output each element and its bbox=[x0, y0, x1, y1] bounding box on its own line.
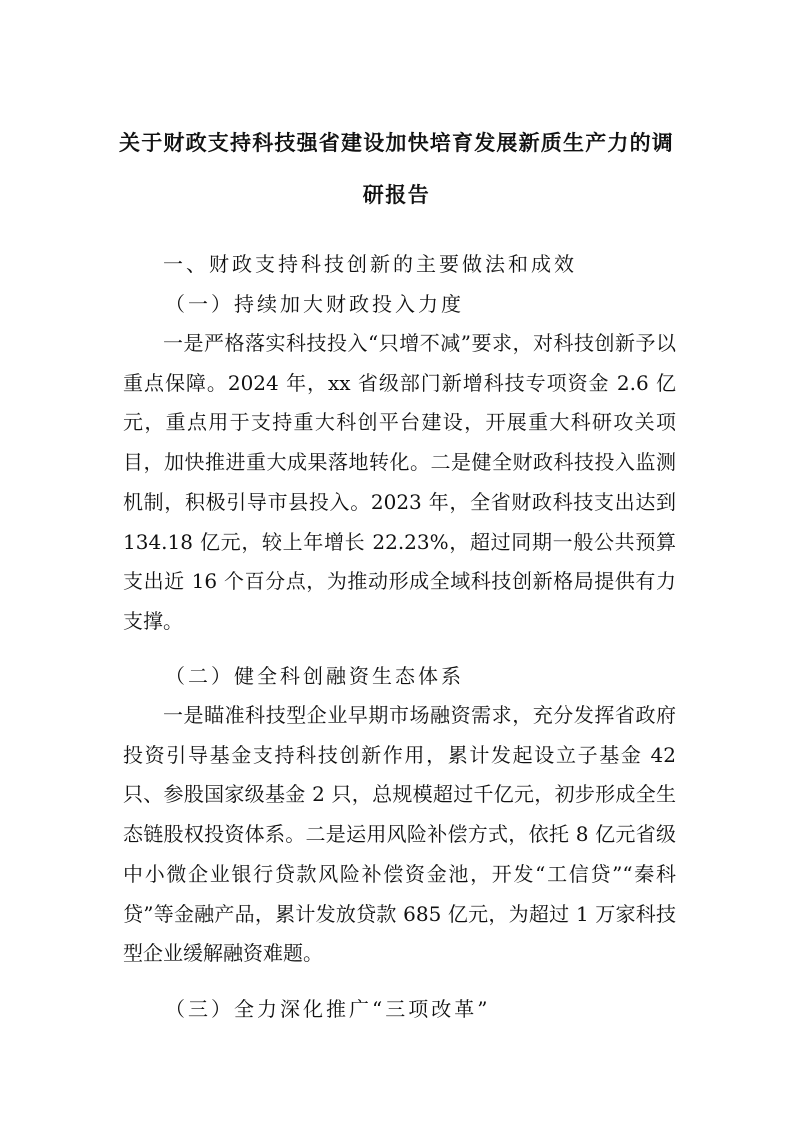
subsection-heading-1: （一）持续加大财政投入力度 bbox=[165, 292, 464, 316]
document-title-line-1: 关于财政支持科技强省建设加快培育发展新质生产力的调 bbox=[119, 130, 674, 155]
subsection-2-paragraph: 一是瞄准科技型企业早期市场融资需求，充分发挥省政府投资引导基金支持科技创新作用，累计发起设立子基金 42 只、参股国家级基金 2 只，总规模超过千亿元，初步形成全生态链股权投资体系。二是运用风险补偿方式，依托 8 亿元省级中小微企业银行贷款风险补偿资金池，开发“工信贷”“秦科贷”等金融产品，累计发放贷款 685 亿元，为超过 1 万家科技型企业缓解融资难题。 bbox=[123, 703, 676, 966]
section-heading-1: 一、财政支持科技创新的主要做法和成效 bbox=[163, 252, 577, 276]
subsection-1-paragraph: 一是严格落实科技投入“只增不减”要求，对科技创新予以重点保障。2024 年，xx 省级部门新增科技专项资金 2.6 亿元，重点用于支持重大科创平台建设，开展重大科研攻关项目，加快推进重大成果落地转化。二是健全财政科技投入监测机制，积极引导市县投入。2023 年，全省财政科技支出达到 134.18 亿元，较上年增长 22.23%，超过同期一般公共预算支出近 16 个百分点，为推动形成全域科技创新格局提供有力支撑。 bbox=[123, 331, 676, 633]
subsection-heading-3: （三）全力深化推广“三项改革” bbox=[165, 997, 491, 1021]
document-title-line-2: 研报告 bbox=[362, 182, 431, 207]
subsection-heading-2: （二）健全科创融资生态体系 bbox=[165, 664, 464, 688]
